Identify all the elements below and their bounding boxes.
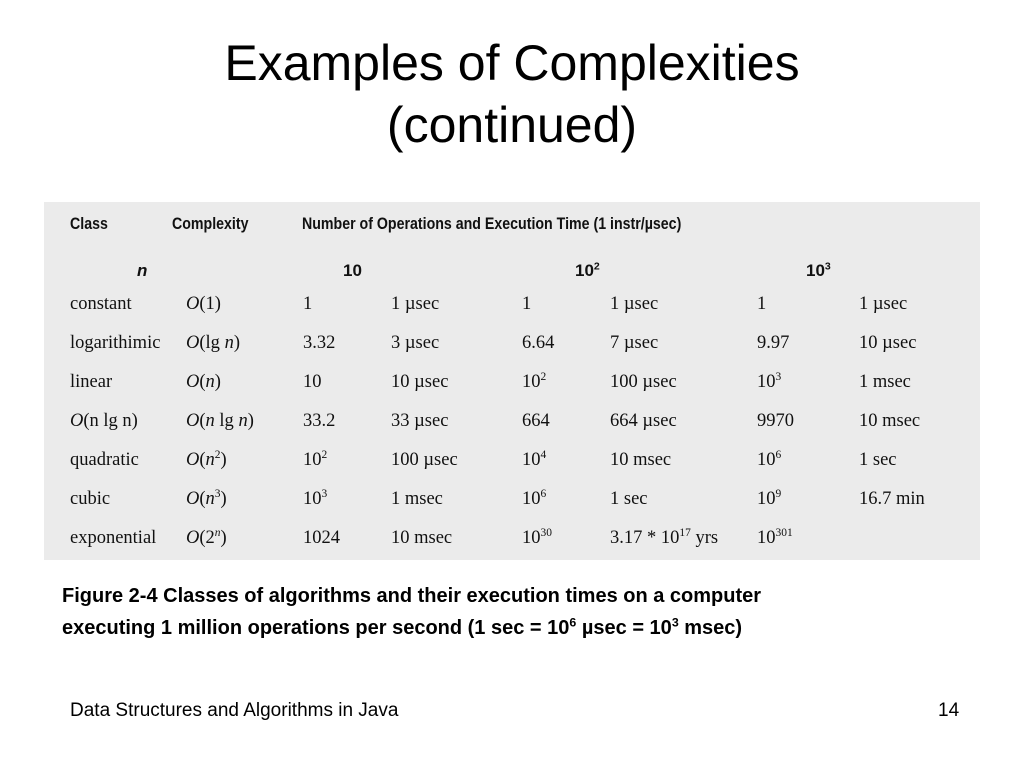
row-execution-time: 16.7 min — [859, 489, 925, 509]
n-label: n — [137, 261, 148, 280]
figure-caption — [62, 580, 982, 644]
row-class-name: constant — [70, 294, 132, 314]
row-execution-time: 1 µsec — [391, 294, 440, 314]
row-complexity: $O(n^3)$ — [186, 487, 227, 509]
row-execution-time: 664 µsec — [610, 411, 677, 431]
row-execution-time: 7 µsec — [610, 333, 659, 353]
n-value-1: 10 — [343, 261, 362, 280]
row-class-name: linear — [70, 372, 113, 392]
header-complexity: Complexity — [172, 215, 249, 233]
caption-line2: executing 1 million operations per second (1 $\sec = 10^6$ $\mu\sec = 10^3$ msec) — [62, 615, 743, 639]
row-execution-time: 33 µsec — [391, 411, 449, 431]
row-class-name: O(n lg n) — [70, 411, 138, 431]
row-operations-count: 1024 — [303, 528, 340, 548]
row-operations-count: $10^9$ — [757, 487, 782, 509]
row-operations-count: $10^2$ — [303, 448, 328, 470]
row-complexity: O(1) — [186, 294, 221, 314]
row-operations-count: $10^4$ — [522, 448, 547, 470]
caption-line1: Figure 2-4 Classes of algorithms and their execution times on a computer — [62, 585, 762, 607]
row-execution-time: 10 msec — [610, 450, 672, 470]
row-class-name: cubic — [70, 489, 111, 509]
header-class: Class — [70, 215, 108, 233]
row-execution-time: 1 sec — [859, 450, 897, 470]
row-execution-time: 1 msec — [859, 372, 911, 392]
row-operations-count: 664 — [522, 411, 550, 431]
row-operations-count: $10^{301}$ — [757, 526, 793, 548]
row-class-name: quadratic — [70, 450, 139, 470]
row-execution-time: 3 µsec — [391, 333, 440, 353]
complexity-table-figure — [44, 202, 980, 560]
row-operations-count: $10^3$ — [303, 487, 328, 509]
row-operations-count: $10^6$ — [522, 487, 547, 509]
row-complexity: O(2$^n$) — [186, 526, 227, 548]
row-complexity: O(n) — [186, 372, 221, 392]
row-execution-time: 1 µsec — [859, 294, 908, 314]
row-complexity: $O(n^2)$ — [186, 448, 227, 470]
row-operations-count: 1 — [757, 294, 767, 314]
row-operations-count: 10 — [303, 372, 322, 392]
row-execution-time: $3.17 * 10^{17}$ yrs — [610, 526, 719, 548]
row-operations-count: 6.64 — [522, 333, 555, 353]
row-operations-count: $10^3$ — [757, 370, 782, 392]
row-operations-count: 1 — [303, 294, 313, 314]
row-class-name: logarithimic — [70, 333, 161, 353]
row-execution-time: 1 sec — [610, 489, 648, 509]
row-operations-count: 9.97 — [757, 333, 790, 353]
slide-title-line2: (continued) — [386, 97, 638, 153]
row-operations-count: 9970 — [757, 411, 794, 431]
row-complexity: O(lg n) — [186, 333, 240, 353]
row-operations-count: 1 — [522, 294, 532, 314]
row-operations-count: $10^6$ — [757, 448, 782, 470]
row-execution-time: 10 msec — [391, 528, 453, 548]
n-value-2: $10^2$ — [575, 260, 600, 280]
header-operations: Number of Operations and Execution Time (1 instr/µsec) — [302, 215, 682, 233]
row-operations-count: 3.32 — [303, 333, 336, 353]
row-operations-count: $10^{30}$ — [522, 526, 552, 548]
row-complexity: O(n lg n) — [186, 411, 254, 431]
n-value-3: $10^3$ — [806, 260, 831, 280]
row-execution-time: 10 msec — [859, 411, 921, 431]
row-operations-count: $10^2$ — [522, 370, 547, 392]
page-number: 14 — [938, 700, 960, 721]
row-execution-time: 100 µsec — [610, 372, 677, 392]
row-execution-time: 10 µsec — [391, 372, 449, 392]
row-execution-time: 1 µsec — [610, 294, 659, 314]
row-execution-time: 100 µsec — [391, 450, 458, 470]
slide-title-line1: Examples of Complexities — [224, 35, 800, 91]
row-operations-count: 33.2 — [303, 411, 336, 431]
row-execution-time: 10 µsec — [859, 333, 917, 353]
row-class-name: exponential — [70, 528, 157, 548]
slide-title — [0, 32, 1024, 156]
footer-course-title: Data Structures and Algorithms in Java — [70, 700, 399, 721]
row-execution-time: 1 msec — [391, 489, 443, 509]
